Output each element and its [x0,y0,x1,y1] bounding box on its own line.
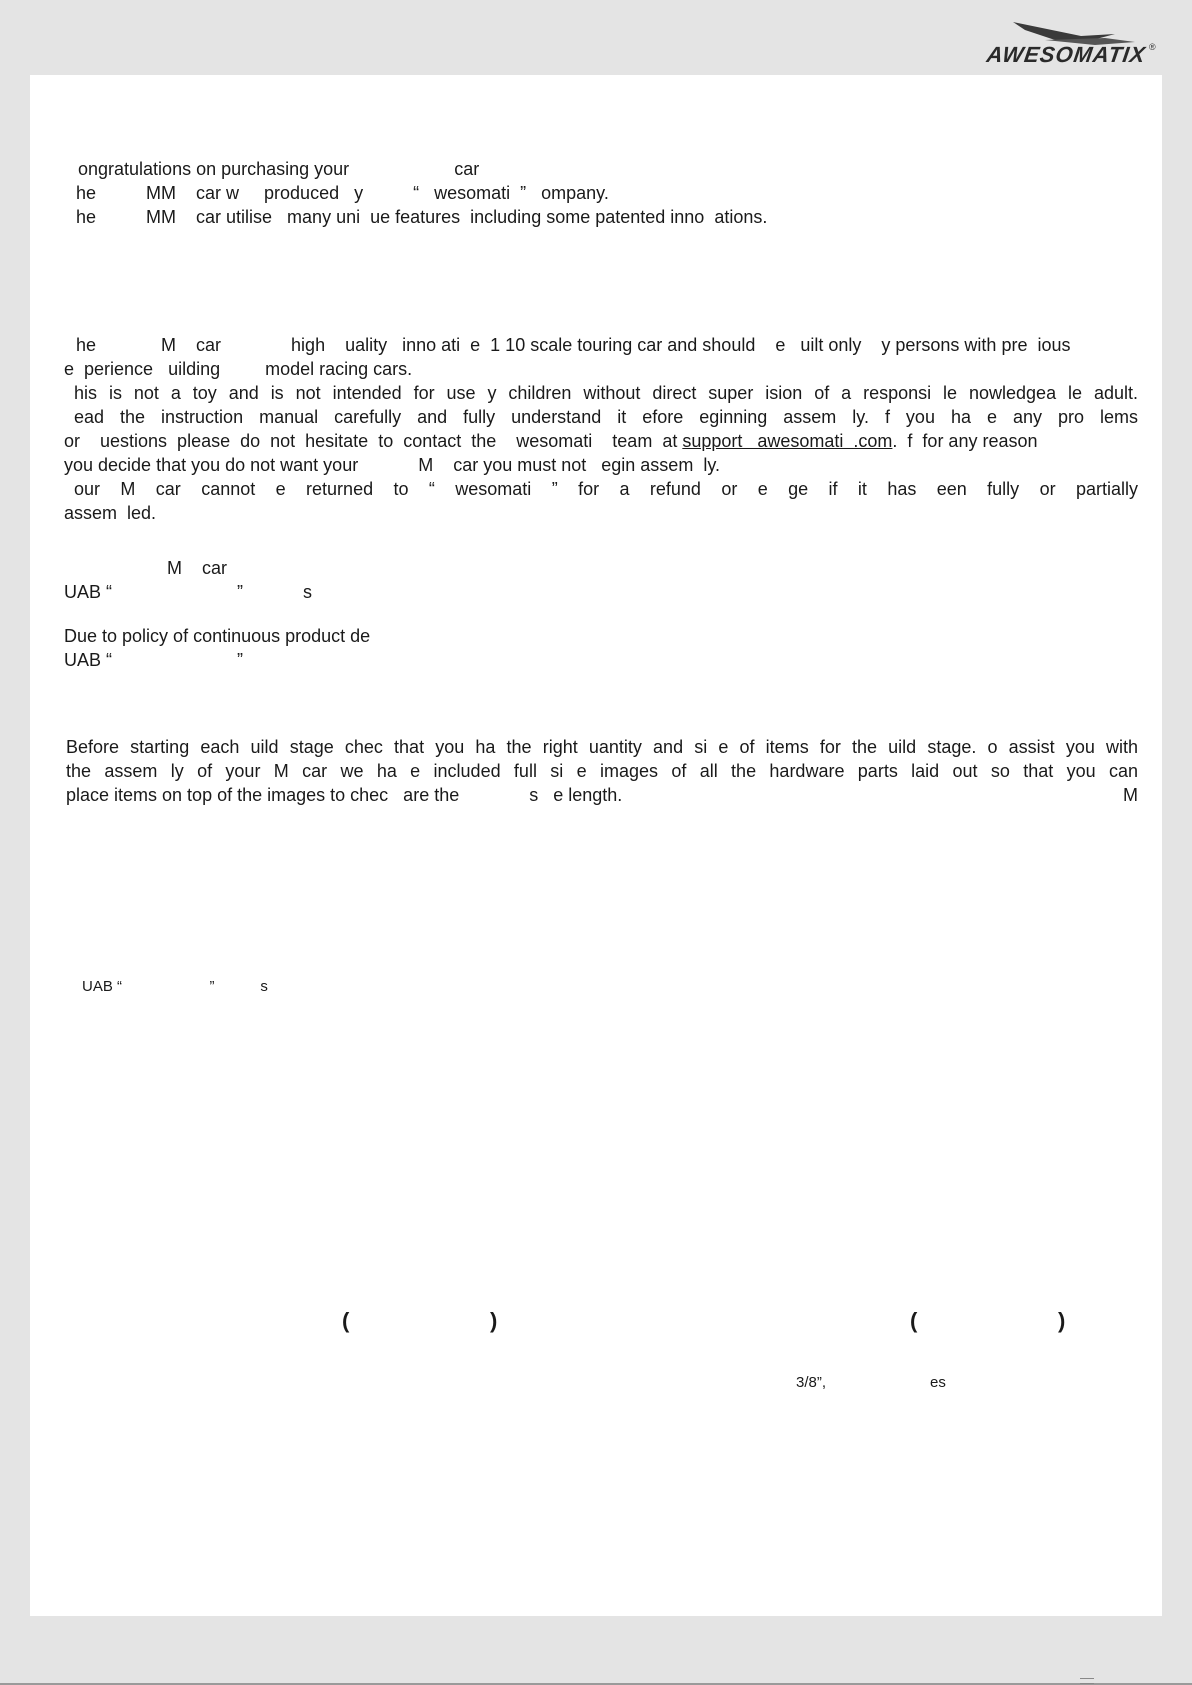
assembly-line-2: the assem ly of your M car we ha e included full si e images of all the hardware parts laid out so that you can [66,761,1138,781]
warning-line-1: he M car high uality inno ati e 1 10 scale touring car and should e uilt only y persons with pre ious [76,335,1071,355]
ownership-line-2: UAB “ ” s [64,582,313,602]
manual-page [30,75,1162,1616]
assembly-line-1: Before starting each uild stage chec that you ha the right uantity and si e of items for the uild stage. o assist you with [66,737,1138,757]
intro-line-1: ongratulations on purchasing your car [78,159,480,179]
ownership-line-1: M car [167,558,228,578]
warning-line-6: you decide that you do not want your M car you must not egin assem ly. [64,455,720,475]
warning-line-5-suffix: . f for any reason [892,431,1038,451]
support-email-link[interactable]: support awesomati .com [682,431,893,451]
company-note: UAB “ ” s [82,978,268,995]
intro-line-3: he MM car utilise many uni ue features including some patented inno ations. [76,207,768,227]
right-parts-open-paren: ( [910,1308,918,1333]
policy-line-2: UAB “ ” [64,650,244,670]
right-parts-close-paren: ) [1058,1308,1066,1333]
policy-line-1: Due to policy of continuous product de [64,626,371,646]
assembly-line-3: place items on top of the images to chec are the s e length. [66,785,623,805]
corner-mark [1080,1678,1094,1684]
assembly-line-3-end: M [1123,785,1138,805]
left-parts-open-paren: ( [342,1308,350,1333]
warning-line-5 [64,430,1038,452]
warning-line-4: ead the instruction manual carefully and fully understand it efore eginning assem ly. f you ha e any pro lems [74,407,1138,427]
brand-logo [985,18,1155,70]
warning-line-8: assem led. [64,503,157,523]
warning-line-3: his is not a toy and is not intended for use y children without direct super ision of a responsi le nowledgea le adult. [74,383,1138,403]
warning-line-7: our M car cannot e returned to “ wesomati ” for a refund or e ge if it has een fully or partially [74,479,1138,499]
registered-mark: ® [1149,42,1156,52]
logo-text: AWESOMATIX [985,42,1148,67]
warning-line-5-text: or uestions please do not hesitate to contact the wesomati team at [64,431,683,451]
warning-line-2: e perience uilding model racing cars. [64,359,413,379]
intro-line-2: he MM car w produced y “ wesomati ” ompany. [76,183,609,203]
bolt-size-suffix: es [930,1374,946,1391]
left-parts-close-paren: ) [490,1308,498,1333]
bolt-size-label: 3/8”, [796,1374,827,1391]
